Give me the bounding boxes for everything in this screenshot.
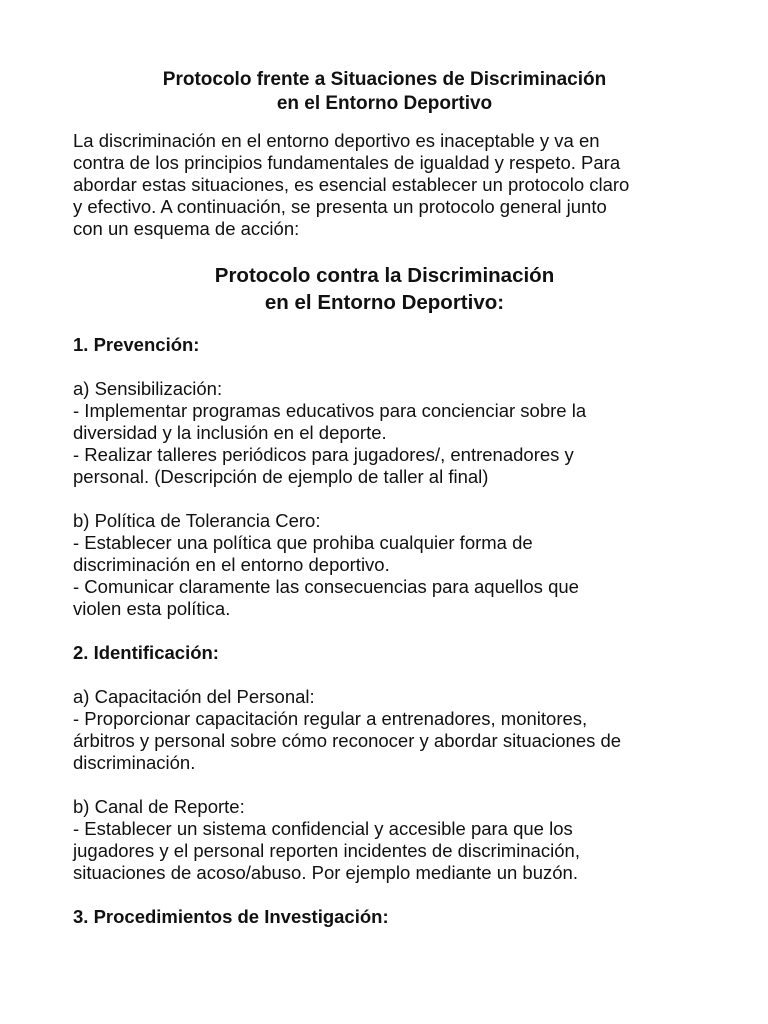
spacer [73,620,696,642]
text-line: - Implementar programas educativos para concienciar sobre la [73,400,587,421]
spacer [73,664,696,686]
subsection-label: a) Sensibilización: [73,378,223,399]
text-line: - Proporcionar capacitación regular a entrenadores, monitores, [73,708,588,729]
heading-identificacion: 2. Identificación: [73,642,219,663]
text-line: - Establecer un sistema confidencial y accesible para que los [73,818,573,839]
section-title-line: Protocolo contra la Discriminación [214,264,555,287]
text-line: discriminación. [73,752,196,773]
spacer [73,774,696,796]
document-title-line: Protocolo frente a Situaciones de Discriminación [162,69,607,90]
document-title [73,68,696,116]
spacer [73,356,696,378]
section-title-bold-text: en el Entorno Deportivo [264,291,498,314]
section-title [73,262,696,316]
text-line: con un esquema de acción: [73,218,300,239]
subsection-sensibilizacion [73,378,696,488]
heading-investigacion: 3. Procedimientos de Investigación: [73,906,389,927]
subsection-tolerancia-cero [73,510,696,620]
section-title-suffix: : [497,291,505,314]
subsection-label: a) Capacitación del Personal: [73,686,315,707]
section-title-line [73,289,696,316]
spacer [73,884,696,906]
text-line: - Comunicar claramente las consecuencias para aquellos que [73,576,579,597]
text-line: personal. (Descripción de ejemplo de taller al final) [73,466,489,487]
text-line: contra de los principios fundamentales de igualdad y respeto. Para [73,152,621,173]
text-line: discriminación en el entorno deportivo. [73,554,390,575]
heading-prevencion: 1. Prevención: [73,334,200,355]
subsection-label: b) Canal de Reporte: [73,796,245,817]
text-line: árbitros y personal sobre cómo reconocer y abordar situaciones de [73,730,622,751]
text-line: - Realizar talleres periódicos para jugadores/, entrenadores y [73,444,574,465]
text-line: violen esta política. [73,598,231,619]
subsection-canal-reporte [73,796,696,884]
spacer [73,488,696,510]
subsection-capacitacion [73,686,696,774]
text-line: La discriminación en el entorno deportivo es inaceptable y va en [73,130,600,151]
text-line: - Establecer una política que prohiba cualquier forma de [73,532,533,553]
text-line: diversidad y la inclusión en el deporte. [73,422,387,443]
text-line: abordar estas situaciones, es esencial establecer un protocolo claro [73,174,630,195]
document-title-line: en el Entorno Deportivo [276,93,493,114]
text-line: jugadores y el personal reporten incidentes de discriminación, [73,840,580,861]
text-line: situaciones de acoso/abuso. Por ejemplo mediante un buzón. [73,862,578,883]
text-line: y efectivo. A continuación, se presenta un protocolo general junto [73,196,607,217]
intro-paragraph [73,130,696,240]
subsection-label: b) Política de Tolerancia Cero: [73,510,321,531]
